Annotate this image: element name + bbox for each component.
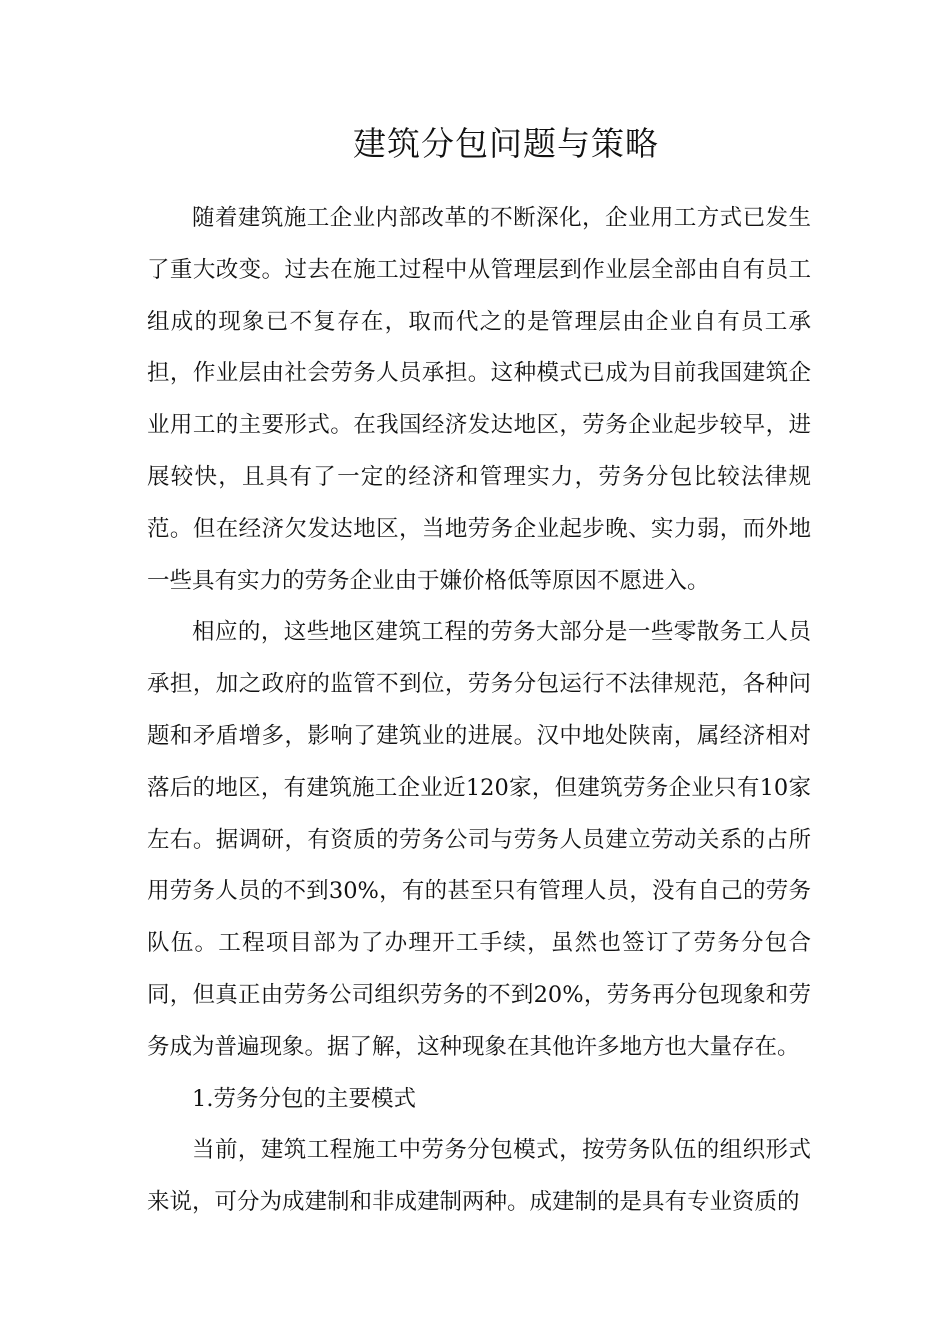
document-body <box>147 193 811 1229</box>
paragraph-1: 随着建筑施工企业内部改革的不断深化，企业用工方式已发生了重大改变。过去在施工过程中从管理层到作业层全部由自有员工组成的现象已不复存在，取而代之的是管理层由企业自有员工承担，作业层由社会劳务人员承担。这种模式已成为目前我国建筑企业用工的主要形式。在我国经济发达地区，劳务企业起步较早，进展较快，且具有了一定的经济和管理实力，劳务分包比较法律规范。但在经济欠发达地区，当地劳务企业起步晚、实力弱，而外地一些具有实力的劳务企业由于嫌价格低等原因不愿进入。 <box>147 205 811 594</box>
document-title: 建筑分包问题与策略 <box>353 124 659 163</box>
paragraph-2: 相应的，这些地区建筑工程的劳务大部分是一些零散务工人员承担，加之政府的监管不到位，劳务分包运行不法律规范，各种问题和矛盾增多，影响了建筑业的进展。汉中地处陕南，属经济相对落后的地区，有建筑施工企业近120家，但建筑劳务企业只有10家左右。据调研，有资质的劳务公司与劳务人员建立劳动关系的占所用劳务人员的不到30%，有的甚至只有管理人员，没有自己的劳务队伍。工程项目部为了办理开工手续，虽然也签订了劳务分包合同，但真正由劳务公司组织劳务的不到20%，劳务再分包现象和劳务成为普遍现象。据了解，这种现象在其他许多地方也大量存在。 <box>147 619 811 1060</box>
section-heading: 1.劳务分包的主要模式 <box>192 1085 416 1112</box>
paragraph-3: 当前，建筑工程施工中劳务分包模式，按劳务队伍的组织形式来说，可分为成建制和非成建制两种。成建制的是具有专业资质的 <box>147 1137 811 1216</box>
